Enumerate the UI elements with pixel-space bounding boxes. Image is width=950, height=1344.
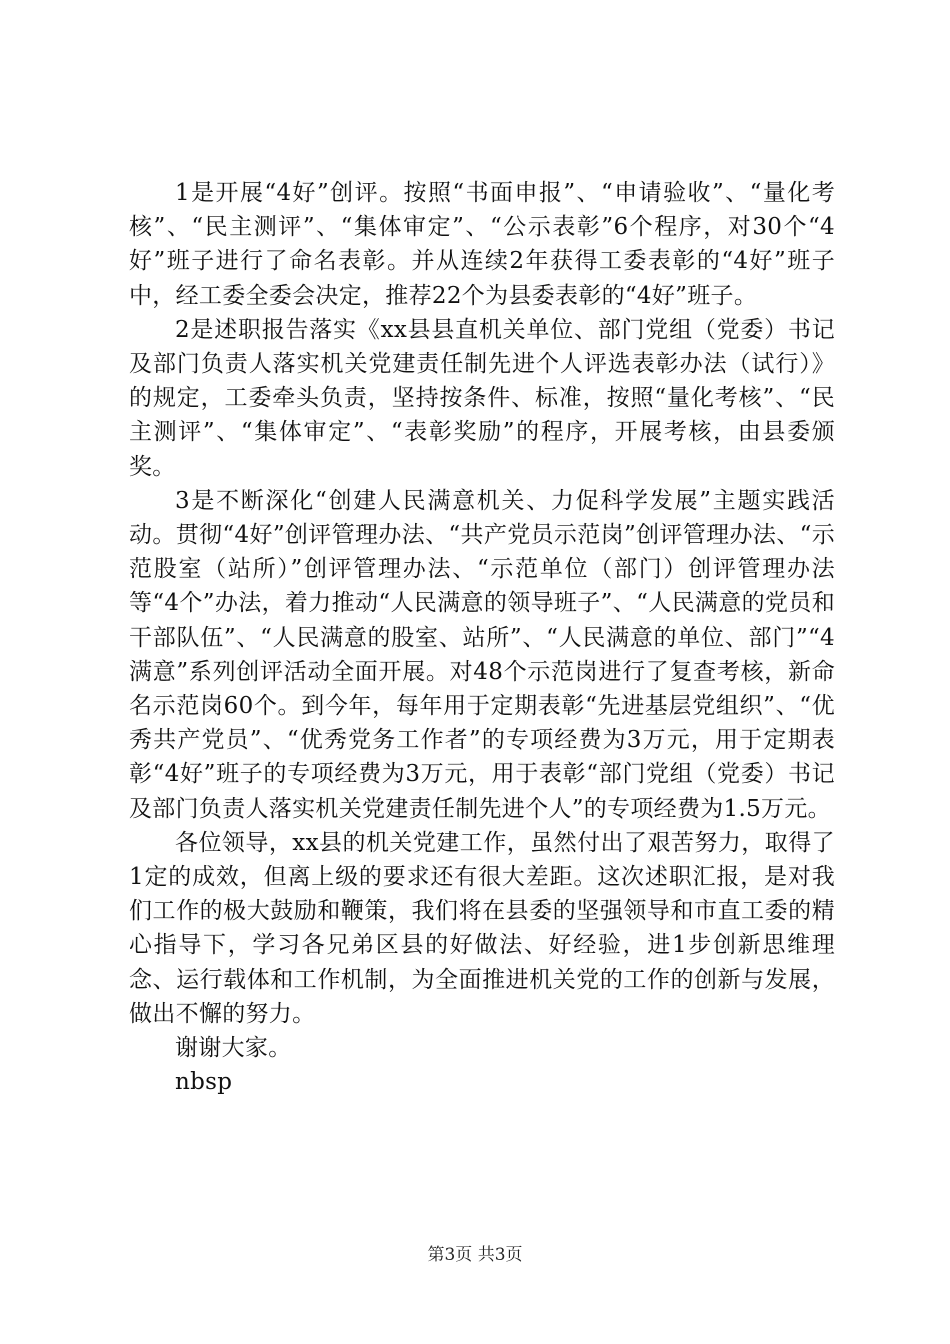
paragraph-thanks: 谢谢大家。: [175, 1035, 292, 1062]
paragraph-report-implementation: 2是述职报告落实《xx县县直机关单位、部门党组（党委）书记及部门负责人落实机关党建责任制先进个人评选表彰办法（试行）》的规定，工委牵头负责，坚持按条件、标准，按照“量化考核”、“民主测评”、“集体审定”、“表彰奖励”的程序，开展考核，由县委颁奖。: [129, 316, 835, 480]
paragraph-satisfied-organs-activity: 3是不断深化“创建人民满意机关、力促科学发展”主题实践活动。贯彻“4好”创评管理办法、“共产党员示范岗”创评管理办法、“示范股室（站所）”创评管理办法、“示范单位（部门）创评管理办法等“4个”办法，着力推动“人民满意的领导班子”、“人民满意的党员和干部队伍”、“人民满意的股室、站所”、“人民满意的单位、部门”“4满意”系列创评活动全面开展。对48个示范岗进行了复查考核，新命名示范岗60个。到今年，每年用于定期表彰“先进基层党组织”、“优秀共产党员”、“优秀党务工作者”的专项经费为3万元，用于定期表彰“4好”班子的专项经费为3万元，用于表彰“部门党组（党委）书记及部门负责人落实机关党建责任制先进个人”的专项经费为1.5万元。: [129, 487, 835, 822]
paragraph-closing-remarks: 各位领导，xx县的机关党建工作，虽然付出了艰苦努力，取得了1定的成效，但离上级的要求还有很大差距。这次述职汇报，是对我们工作的极大鼓励和鞭策，我们将在县委的坚强领导和市直工委的精心指导下，学习各兄弟区县的好做法、好经验，进1步创新思维理念、运行载体和工作机制，为全面推进机关党的工作的创新与发展，做出不懈的努力。: [129, 829, 835, 1027]
document-body: [129, 176, 835, 1099]
paragraph-nbsp-artifact: nbsp: [175, 1069, 233, 1096]
page-number-footer: 第3页 共3页: [427, 1245, 523, 1265]
paragraph-four-good-evaluation: 1是开展“4好”创评。按照“书面申报”、“申请验收”、“量化考核”、“民主测评”、“集体审定”、“公示表彰”6个程序，对30个“4好”班子进行了命名表彰。并从连续2年获得工委表彰的“4好”班子中，经工委全委会决定，推荐22个为县委表彰的“4好”班子。: [129, 180, 835, 309]
